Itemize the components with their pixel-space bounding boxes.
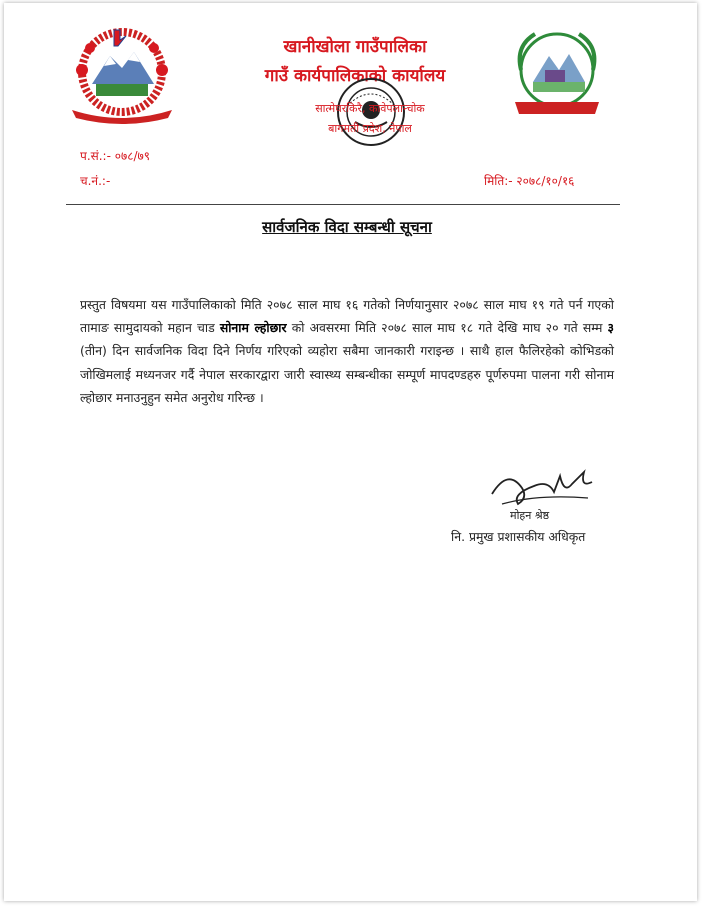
holiday-days: ३ [607,320,614,336]
notice-subject: सार्वजनिक विदा सम्बन्धी सूचना [262,218,432,236]
signatory-name: मोहन श्रेष्ठ [510,509,550,522]
signatory-title: नि. प्रमुख प्रशासकीय अधिकृत [451,529,586,544]
address-line-2: बागमती प्रदेश, नेपाल [328,122,412,135]
body-part-1: प्रस्तुत विषयमा यस गाउँपालिकाको मिति २०७८ साल माघ १६ गतेको निर्णयानुसार २०७८ साल माघ १९ गते पर्न गएको तामाङ सामुदायको महान चाड [80,297,614,336]
municipality-logo-icon [505,26,609,120]
address-line-1: सात्मेघरकिरै, कावेपलान्चोक [315,102,425,115]
body-part-3: (तीन) दिन सार्वजनिक विदा दिने निर्णय गरिएको व्यहोरा सबैमा जानकारी गराइन्छ । साथै हाल फैलिरहेको कोभिडको जोखिमलाई मध्यनजर गर्दै नेपाल सरकारद्वारा जारी स्वास्थ्य सम्बन्धीका सम्पूर्ण मापदण्डहरु पूर्णरुपमा पालना गरी सोनाम ल्होछार मनाउनुहुन समेत अनुरोध गरिन्छ । [80,343,614,405]
office-name: गाउँ कार्यपालिकाको कार्यालय [264,66,446,86]
municipality-name: खानीखोला गाउँपालिका [283,37,427,57]
reference-number: प.सं.:- ०७८/७९ [80,149,150,163]
dispatch-number: च.नं.:- [80,174,111,188]
notice-body [80,293,614,409]
nepal-emblem-icon [52,26,192,126]
header-divider [66,204,620,205]
body-part-2: को अवसरमा मिति २०७८ साल माघ १८ गते देखि माघ २० गते सम्म [286,320,608,336]
letter-date: मिति:- २०७८/१०/१६ [484,174,575,188]
festival-name: सोनाम ल्होछार [219,320,287,336]
